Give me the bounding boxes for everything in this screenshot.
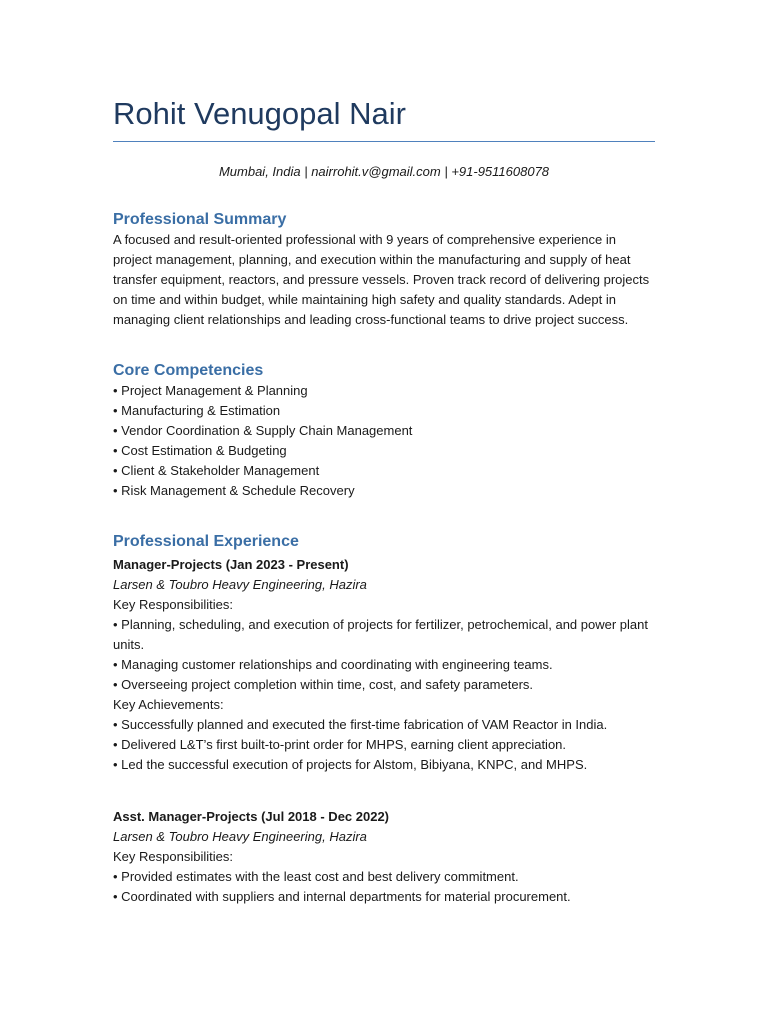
job-company: Larsen & Toubro Heavy Engineering, Hazira xyxy=(113,577,367,592)
contact-line: Mumbai, India | nairrohit.v@gmail.com | +91-9511608078 xyxy=(218,164,550,179)
job-title: Asst. Manager-Projects (Jul 2018 - Dec 2022) xyxy=(113,809,390,824)
responsibility-item: • Managing customer relationships and coordinating with engineering teams. xyxy=(113,655,655,675)
competencies-heading: Core Competencies xyxy=(113,362,264,379)
responsibilities-label: Key Responsibilities: xyxy=(113,597,233,612)
competency-item: • Manufacturing & Estimation xyxy=(113,401,655,421)
competency-item: • Vendor Coordination & Supply Chain Management xyxy=(113,421,655,441)
competency-item: • Project Management & Planning xyxy=(113,381,655,401)
candidate-name: Rohit Venugopal Nair xyxy=(113,96,406,131)
job-company: Larsen & Toubro Heavy Engineering, Hazira xyxy=(113,829,367,844)
job-title: Manager-Projects (Jan 2023 - Present) xyxy=(113,557,349,572)
resume-content xyxy=(113,96,655,907)
responsibility-item: • Coordinated with suppliers and internal departments for material procurement. xyxy=(113,887,655,907)
achievement-item: • Led the successful execution of projects for Alstom, Bibiyana, KNPC, and MHPS. xyxy=(113,755,655,775)
experience-heading: Professional Experience xyxy=(113,533,299,550)
achievement-item: • Successfully planned and executed the first-time fabrication of VAM Reactor in India. xyxy=(113,715,655,735)
competency-item: • Client & Stakeholder Management xyxy=(113,461,655,481)
competencies-list xyxy=(113,381,655,501)
competency-item: • Risk Management & Schedule Recovery xyxy=(113,481,655,501)
responsibilities-label: Key Responsibilities: xyxy=(113,849,233,864)
responsibility-item: • Overseeing project completion within time, cost, and safety parameters. xyxy=(113,675,655,695)
job-entry xyxy=(113,555,655,775)
job-entry xyxy=(113,807,655,907)
summary-text: A focused and result-oriented professional with 9 years of comprehensive experience in project management, planning, and execution within the manufacturing and supply of heat transfer equipment, reactors, and pressure vessels. Proven track record of delivering projects on time and within budget, while maintaining high safety and quality standards. Adept in managing client relationships and leading cross-functional teams to drive project success. xyxy=(113,232,650,327)
summary-heading: Professional Summary xyxy=(113,211,287,228)
header-divider xyxy=(113,141,655,142)
achievements-label: Key Achievements: xyxy=(113,697,224,712)
responsibility-item: • Planning, scheduling, and execution of projects for fertilizer, petrochemical, and power plant units. xyxy=(113,615,655,655)
responsibility-item: • Provided estimates with the least cost and best delivery commitment. xyxy=(113,867,655,887)
competency-item: • Cost Estimation & Budgeting xyxy=(113,441,655,461)
achievement-item: • Delivered L&T’s first built-to-print order for MHPS, earning client appreciation. xyxy=(113,735,655,755)
